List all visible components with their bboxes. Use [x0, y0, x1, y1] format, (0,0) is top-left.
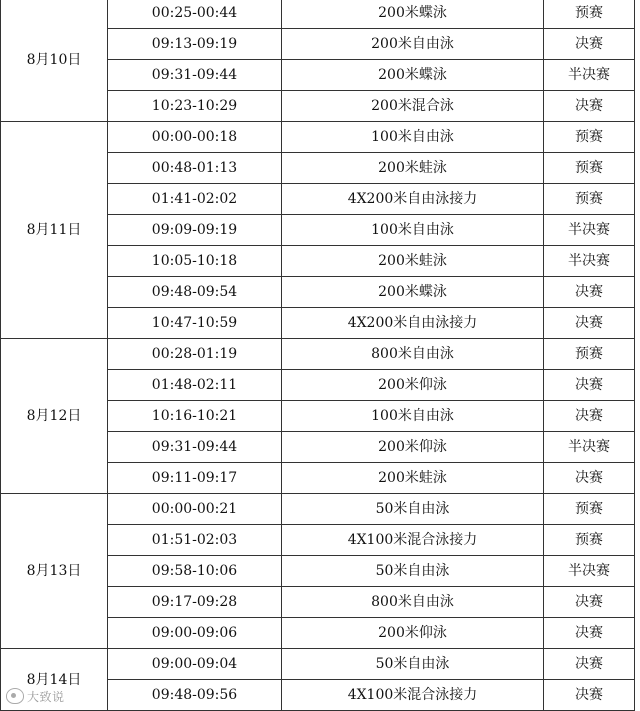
event-cell: 100米自由泳: [282, 122, 544, 153]
stage-cell: 半决赛: [544, 60, 635, 91]
event-cell: 200米蛙泳: [282, 463, 544, 494]
event-cell: 200米蝶泳: [282, 0, 544, 29]
schedule-body: [1, 0, 635, 711]
time-cell: 00:28-01:19: [108, 339, 282, 370]
weibo-icon: [6, 688, 24, 704]
stage-cell: 预赛: [544, 122, 635, 153]
table-row: [1, 0, 635, 29]
event-cell: 100米自由泳: [282, 401, 544, 432]
stage-cell: 半决赛: [544, 556, 635, 587]
event-cell: 200米仰泳: [282, 618, 544, 649]
time-cell: 09:48-09:56: [108, 680, 282, 711]
time-cell: 01:51-02:03: [108, 525, 282, 556]
table-row: [1, 122, 635, 153]
date-cell: 8月14日: [1, 649, 108, 711]
stage-cell: 决赛: [544, 649, 635, 680]
stage-cell: 半决赛: [544, 246, 635, 277]
time-cell: 00:25-00:44: [108, 0, 282, 29]
event-cell: 800米自由泳: [282, 587, 544, 618]
time-cell: 09:11-09:17: [108, 463, 282, 494]
event-cell: 200米蛙泳: [282, 246, 544, 277]
event-cell: 50米自由泳: [282, 494, 544, 525]
stage-cell: 半决赛: [544, 215, 635, 246]
event-cell: 4X200米自由泳接力: [282, 184, 544, 215]
event-cell: 200米蛙泳: [282, 153, 544, 184]
stage-cell: 预赛: [544, 0, 635, 29]
stage-cell: 决赛: [544, 680, 635, 711]
time-cell: 09:13-09:19: [108, 29, 282, 60]
time-cell: 09:58-10:06: [108, 556, 282, 587]
date-cell: 8月10日: [1, 0, 108, 122]
event-cell: 100米自由泳: [282, 215, 544, 246]
table-row: [1, 339, 635, 370]
time-cell: 09:00-09:06: [108, 618, 282, 649]
event-cell: 200米混合泳: [282, 91, 544, 122]
stage-cell: 决赛: [544, 618, 635, 649]
stage-cell: 决赛: [544, 587, 635, 618]
event-cell: 200米仰泳: [282, 432, 544, 463]
time-cell: 01:41-02:02: [108, 184, 282, 215]
time-cell: 09:00-09:04: [108, 649, 282, 680]
event-cell: 4X100米混合泳接力: [282, 680, 544, 711]
date-cell: 8月13日: [1, 494, 108, 649]
time-cell: 10:16-10:21: [108, 401, 282, 432]
time-cell: 10:47-10:59: [108, 308, 282, 339]
stage-cell: 预赛: [544, 153, 635, 184]
time-cell: 09:48-09:54: [108, 277, 282, 308]
table-row: [1, 494, 635, 525]
stage-cell: 决赛: [544, 277, 635, 308]
watermark-text: 大致说: [27, 690, 65, 704]
time-cell: 09:31-09:44: [108, 432, 282, 463]
stage-cell: 决赛: [544, 463, 635, 494]
stage-cell: 预赛: [544, 339, 635, 370]
stage-cell: 决赛: [544, 29, 635, 60]
stage-cell: 预赛: [544, 494, 635, 525]
time-cell: 00:00-00:18: [108, 122, 282, 153]
date-cell: 8月11日: [1, 122, 108, 339]
date-cell: 8月12日: [1, 339, 108, 494]
time-cell: 10:23-10:29: [108, 91, 282, 122]
table-row: [1, 649, 635, 680]
time-cell: 09:17-09:28: [108, 587, 282, 618]
stage-cell: 决赛: [544, 370, 635, 401]
event-cell: 50米自由泳: [282, 556, 544, 587]
time-cell: 00:00-00:21: [108, 494, 282, 525]
time-cell: 09:31-09:44: [108, 60, 282, 91]
time-cell: 01:48-02:11: [108, 370, 282, 401]
watermark: [6, 688, 65, 705]
time-cell: 09:09-09:19: [108, 215, 282, 246]
stage-cell: 预赛: [544, 184, 635, 215]
event-cell: 4X200米自由泳接力: [282, 308, 544, 339]
event-cell: 200米自由泳: [282, 29, 544, 60]
time-cell: 00:48-01:13: [108, 153, 282, 184]
stage-cell: 预赛: [544, 525, 635, 556]
event-cell: 4X100米混合泳接力: [282, 525, 544, 556]
event-cell: 200米蝶泳: [282, 60, 544, 91]
stage-cell: 决赛: [544, 401, 635, 432]
stage-cell: 决赛: [544, 91, 635, 122]
event-cell: 800米自由泳: [282, 339, 544, 370]
event-cell: 200米蝶泳: [282, 277, 544, 308]
event-cell: 200米仰泳: [282, 370, 544, 401]
event-cell: 50米自由泳: [282, 649, 544, 680]
stage-cell: 半决赛: [544, 432, 635, 463]
stage-cell: 决赛: [544, 308, 635, 339]
time-cell: 10:05-10:18: [108, 246, 282, 277]
